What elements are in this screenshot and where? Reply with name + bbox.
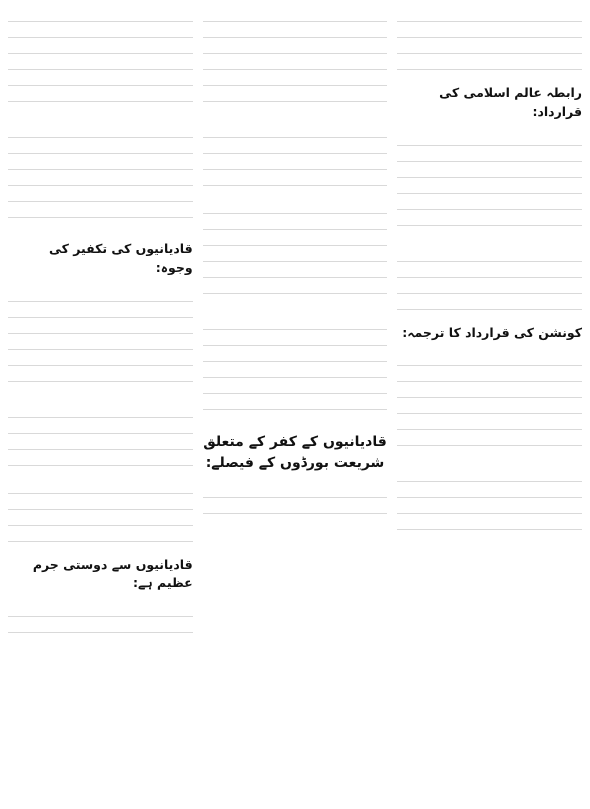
body-paragraph	[397, 246, 582, 316]
text-column	[397, 6, 582, 803]
body-paragraph	[8, 122, 193, 232]
body-paragraph	[8, 286, 193, 396]
body-paragraph	[203, 482, 388, 514]
text-column	[203, 6, 388, 803]
section-heading: رابطہ عالم اسلامی کی قرارداد:	[439, 85, 583, 119]
body-paragraph	[8, 6, 193, 116]
body-paragraph	[397, 350, 582, 460]
section-heading: قادیانیوں کے کفر کے متعلق شریعت بورڈوں کے فیصلے:	[203, 434, 387, 471]
body-paragraph	[203, 198, 388, 308]
body-paragraph	[397, 466, 582, 536]
body-paragraph	[203, 314, 388, 424]
body-paragraph	[8, 402, 193, 472]
body-paragraph	[8, 478, 193, 548]
section-heading: کونشن کی قرارداد کا ترجمہ:	[402, 324, 583, 340]
section-heading: قادیانیوں کی تکفیر کی وجوہ:	[48, 241, 193, 275]
section-heading: قادیانیوں سے دوستی جرم عظیم ہے:	[32, 556, 193, 591]
text-column	[8, 6, 193, 803]
body-paragraph	[397, 130, 582, 240]
body-paragraph	[203, 6, 388, 116]
body-paragraph	[397, 6, 582, 76]
body-paragraph	[203, 122, 388, 192]
body-paragraph	[8, 601, 193, 633]
